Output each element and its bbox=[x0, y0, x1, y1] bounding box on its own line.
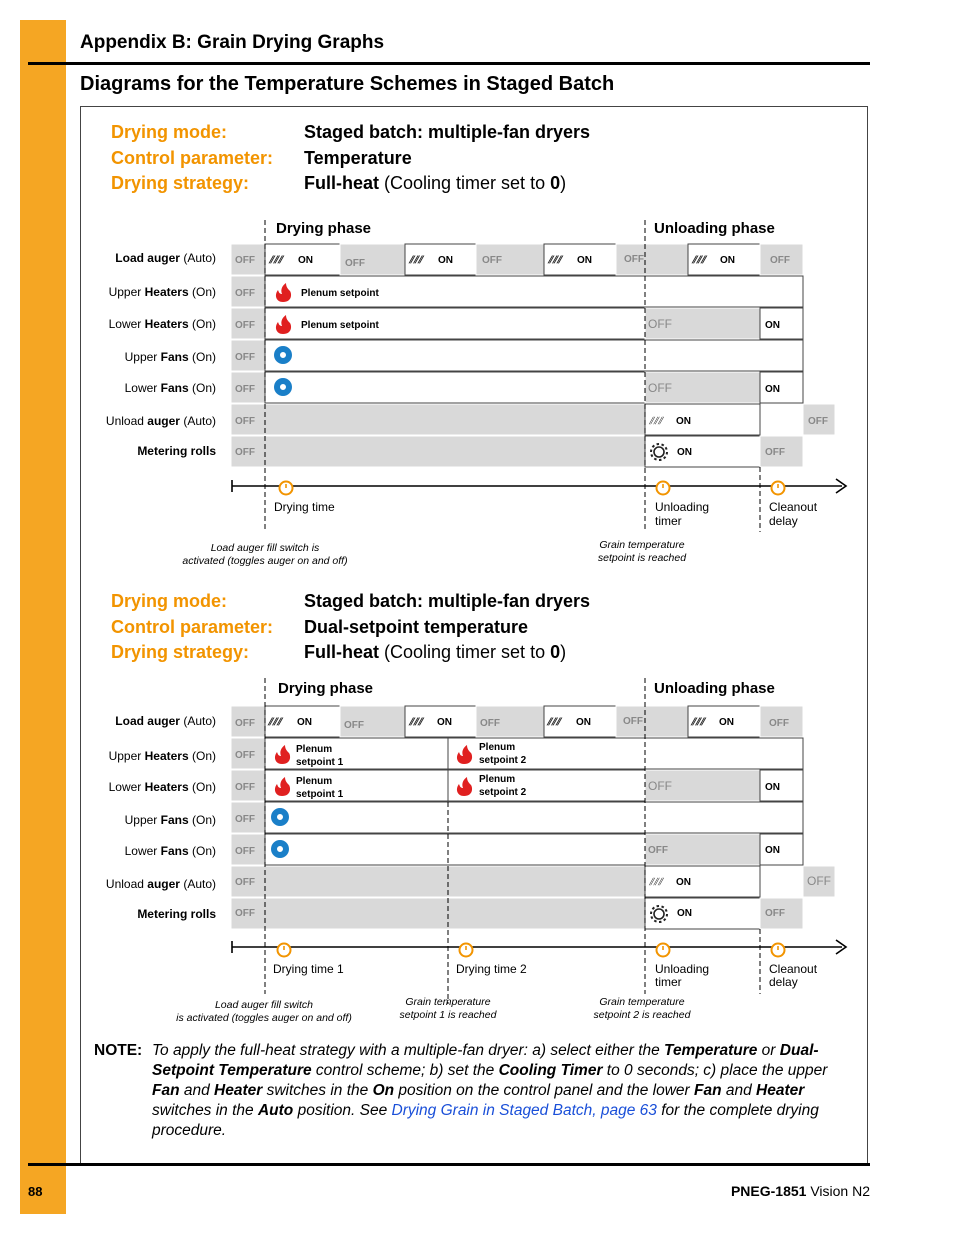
drying-mode-value: Staged batch: multiple-fan dryers bbox=[304, 591, 591, 611]
timeline-label: delay bbox=[769, 514, 798, 528]
timer-icon bbox=[772, 944, 785, 957]
auger-icon: ⫽⫽⫽ bbox=[649, 877, 663, 888]
unload-auger-off bbox=[231, 404, 645, 435]
plenum-setpoint-label: Plenum setpoint bbox=[301, 320, 379, 331]
lower-fans-on bbox=[265, 834, 645, 865]
timeline-label: delay bbox=[769, 975, 798, 989]
plenum-label: Plenum bbox=[296, 776, 333, 787]
row-label-upper-heaters: Upper Heaters (On) bbox=[108, 749, 216, 763]
timeline-label: Unloading bbox=[655, 500, 710, 514]
state-off: OFF bbox=[235, 384, 255, 395]
strategy-value: Full-heat bbox=[304, 173, 379, 193]
upper-fans-on bbox=[265, 802, 803, 833]
row-label-lower-heaters: Lower Heaters (On) bbox=[108, 780, 216, 794]
row-label-lower-fans: Lower Fans (On) bbox=[124, 844, 216, 858]
strategy-zero: 0 bbox=[550, 173, 561, 193]
control-parameter-value: Temperature bbox=[304, 147, 412, 168]
state-on: ON bbox=[719, 717, 734, 728]
state-on: ON bbox=[765, 782, 780, 793]
timing-diagram-2 bbox=[80, 674, 868, 1030]
state-off: OFF bbox=[235, 288, 255, 299]
timeline-label: Cleanout bbox=[769, 500, 818, 514]
drying-phase-label: Drying phase bbox=[278, 680, 374, 697]
row-label-load-auger: Load auger (Auto) bbox=[115, 251, 216, 265]
state-off: OFF bbox=[807, 874, 831, 888]
state-on: ON bbox=[765, 845, 780, 856]
annotation: setpoint 2 is reached bbox=[593, 1009, 691, 1021]
timer-icon bbox=[657, 482, 670, 495]
lower-heaters-setpoint1 bbox=[265, 770, 448, 801]
state-off: OFF bbox=[345, 258, 365, 269]
state-off: OFF bbox=[648, 317, 672, 331]
auger-icon: ⫽⫽⫽ bbox=[691, 717, 705, 728]
timeline-label: Drying time bbox=[274, 500, 335, 514]
row-label-upper-heaters: Upper Heaters (On) bbox=[108, 285, 216, 299]
procedure-link[interactable]: Drying Grain in Staged Batch, page 63 bbox=[391, 1102, 657, 1119]
strategy-zero: 0 bbox=[550, 642, 561, 662]
state-off: OFF bbox=[235, 255, 255, 266]
unload-auger-off bbox=[231, 866, 645, 897]
state-on: ON bbox=[438, 255, 453, 266]
control-parameter-label: Control parameter: bbox=[111, 147, 274, 168]
lower-heaters-setpoint2 bbox=[448, 770, 645, 801]
state-off: OFF bbox=[765, 447, 785, 458]
strategy-paren: (Cooling timer set to bbox=[384, 173, 551, 193]
timeline-label: Drying time 2 bbox=[456, 962, 527, 976]
drying-mode-value: Staged batch: multiple-fan dryers bbox=[304, 122, 591, 142]
state-off: OFF bbox=[344, 720, 364, 731]
annotation: setpoint 1 is reached bbox=[399, 1009, 497, 1021]
row-label-upper-fans: Upper Fans (On) bbox=[124, 350, 216, 364]
state-off: OFF bbox=[624, 254, 644, 265]
state-off: OFF bbox=[235, 750, 255, 761]
state-off: OFF bbox=[235, 782, 255, 793]
timing-diagram-2-svg bbox=[80, 674, 868, 1030]
setpoint-label: setpoint 1 bbox=[296, 789, 344, 800]
timer-icon bbox=[772, 482, 785, 495]
annotation: Grain temperature bbox=[405, 996, 491, 1008]
timeline-label: timer bbox=[655, 975, 682, 989]
annotation: Load auger fill switch bbox=[214, 999, 314, 1011]
metering-rolls-off bbox=[231, 898, 645, 929]
state-off: OFF bbox=[235, 718, 255, 729]
auger-icon: ⫽⫽⫽ bbox=[269, 255, 283, 266]
timeline-label: Cleanout bbox=[769, 962, 818, 976]
header-rule bbox=[28, 62, 870, 65]
state-on: ON bbox=[577, 255, 592, 266]
state-on: ON bbox=[676, 877, 691, 888]
upper-heaters-setpoint1 bbox=[265, 738, 448, 769]
state-off: OFF bbox=[235, 846, 255, 857]
timing-diagram-1-svg bbox=[80, 212, 868, 572]
strategy-close: ) bbox=[560, 642, 567, 662]
state-off: OFF bbox=[235, 877, 255, 888]
timer-icon bbox=[460, 944, 473, 957]
strategy-close: ) bbox=[560, 173, 567, 193]
state-on: ON bbox=[437, 717, 452, 728]
unloading-phase-label: Unloading phase bbox=[654, 680, 775, 697]
state-off: OFF bbox=[769, 718, 789, 729]
row-label-load-auger: Load auger (Auto) bbox=[115, 714, 216, 728]
row-label-lower-fans: Lower Fans (On) bbox=[124, 381, 216, 395]
state-off: OFF bbox=[808, 416, 828, 427]
section-title: Diagrams for the Temperature Schemes in Staged Batch bbox=[80, 73, 615, 95]
timeline-label: Drying time 1 bbox=[273, 962, 344, 976]
state-on: ON bbox=[576, 717, 591, 728]
drying-strategy-label: Drying strategy: bbox=[111, 173, 250, 193]
annotation: Grain temperature bbox=[599, 996, 685, 1008]
state-off: OFF bbox=[235, 447, 255, 458]
mode-block-1 bbox=[111, 120, 590, 197]
state-on: ON bbox=[677, 447, 692, 458]
state-off: OFF bbox=[648, 779, 672, 793]
drying-phase-label: Drying phase bbox=[276, 220, 372, 237]
timeline-label: timer bbox=[655, 514, 682, 528]
plenum-label: Plenum bbox=[479, 774, 516, 785]
control-parameter-value: Dual-setpoint temperature bbox=[304, 616, 529, 637]
state-on: ON bbox=[765, 320, 780, 331]
row-label-lower-heaters: Lower Heaters (On) bbox=[108, 317, 216, 331]
state-on: ON bbox=[298, 255, 313, 266]
row-label-metering-rolls: Metering rolls bbox=[137, 444, 216, 458]
state-off: OFF bbox=[480, 718, 500, 729]
state-on: ON bbox=[720, 255, 735, 266]
row-label-upper-fans: Upper Fans (On) bbox=[124, 813, 216, 827]
state-on: ON bbox=[765, 384, 780, 395]
appendix-title: Appendix B: Grain Drying Graphs bbox=[80, 32, 385, 53]
annotation: setpoint is reached bbox=[597, 552, 687, 564]
state-off: OFF bbox=[235, 352, 255, 363]
state-off: OFF bbox=[623, 716, 643, 727]
timing-diagram-1 bbox=[80, 212, 868, 572]
setpoint-label: setpoint 1 bbox=[296, 757, 344, 768]
annotation: is activated (toggles auger on and off) bbox=[176, 1012, 352, 1024]
annotation: activated (toggles auger on and off) bbox=[182, 555, 348, 567]
state-on: ON bbox=[297, 717, 312, 728]
timer-icon bbox=[657, 944, 670, 957]
note-paragraph bbox=[94, 1041, 854, 1141]
footer-rule bbox=[28, 1163, 870, 1166]
state-on: ON bbox=[677, 908, 692, 919]
row-label-unload-auger: Unload auger (Auto) bbox=[105, 414, 216, 428]
plenum-setpoint-label: Plenum setpoint bbox=[301, 288, 379, 299]
lower-fans-on bbox=[265, 372, 645, 403]
state-off: OFF bbox=[648, 845, 668, 856]
timer-icon bbox=[280, 482, 293, 495]
state-off: OFF bbox=[235, 416, 255, 427]
page-number: 88 bbox=[28, 1184, 43, 1199]
state-off: OFF bbox=[235, 908, 255, 919]
strategy-value: Full-heat bbox=[304, 642, 379, 662]
row-label-unload-auger: Unload auger (Auto) bbox=[105, 877, 216, 891]
state-off: OFF bbox=[765, 908, 785, 919]
setpoint-label: setpoint 2 bbox=[479, 787, 527, 798]
state-off: OFF bbox=[235, 320, 255, 331]
metering-rolls-on bbox=[645, 898, 760, 929]
drying-mode-label: Drying mode: bbox=[111, 122, 228, 142]
mode-block-2 bbox=[111, 589, 590, 666]
auger-icon: ⫽⫽⫽ bbox=[409, 717, 423, 728]
annotation: Grain temperature bbox=[599, 539, 685, 551]
auger-icon: ⫽⫽⫽ bbox=[547, 717, 561, 728]
note-label: NOTE: bbox=[94, 1042, 143, 1059]
annotation: Load auger fill switch is bbox=[210, 542, 320, 554]
metering-rolls-off bbox=[231, 436, 645, 467]
auger-icon: ⫽⫽⫽ bbox=[268, 717, 282, 728]
row-label-metering-rolls: Metering rolls bbox=[137, 907, 216, 921]
state-on: ON bbox=[676, 416, 691, 427]
state-off: OFF bbox=[648, 381, 672, 395]
strategy-paren: (Cooling timer set to bbox=[384, 642, 551, 662]
unloading-phase-label: Unloading phase bbox=[654, 220, 775, 237]
auger-icon: ⫽⫽⫽ bbox=[649, 416, 663, 427]
auger-icon: ⫽⫽⫽ bbox=[409, 255, 423, 266]
auger-icon: ⫽⫽⫽ bbox=[692, 255, 706, 266]
note-body: To apply the full-heat strategy with a multiple-fan dryer: a) select either the Temperature or Dual-Setpoint Temperature control scheme; b) set the Cooling Timer to 0 seconds; c) place the upper Fan and Heater switches in the On position on the control panel and the lower Fan and Heater switches in the Auto position. See Drying Grain in Staged Batch, page 63 for the complete drying procedure. bbox=[152, 1042, 828, 1139]
setpoint-label: setpoint 2 bbox=[479, 755, 527, 766]
state-off: OFF bbox=[482, 255, 502, 266]
control-parameter-label: Control parameter: bbox=[111, 616, 274, 637]
timeline-label: Unloading bbox=[655, 962, 710, 976]
state-off: OFF bbox=[235, 814, 255, 825]
timer-icon bbox=[278, 944, 291, 957]
plenum-label: Plenum bbox=[479, 742, 516, 753]
auger-icon: ⫽⫽⫽ bbox=[548, 255, 562, 266]
side-color-bar bbox=[20, 20, 66, 1214]
state-off: OFF bbox=[770, 255, 790, 266]
upper-fans-on bbox=[265, 340, 803, 371]
metering-rolls-on bbox=[645, 436, 760, 467]
plenum-label: Plenum bbox=[296, 744, 333, 755]
drying-strategy-label: Drying strategy: bbox=[111, 642, 250, 662]
document-id: PNEG-1851 Vision N2 bbox=[730, 1183, 870, 1199]
drying-mode-label: Drying mode: bbox=[111, 591, 228, 611]
